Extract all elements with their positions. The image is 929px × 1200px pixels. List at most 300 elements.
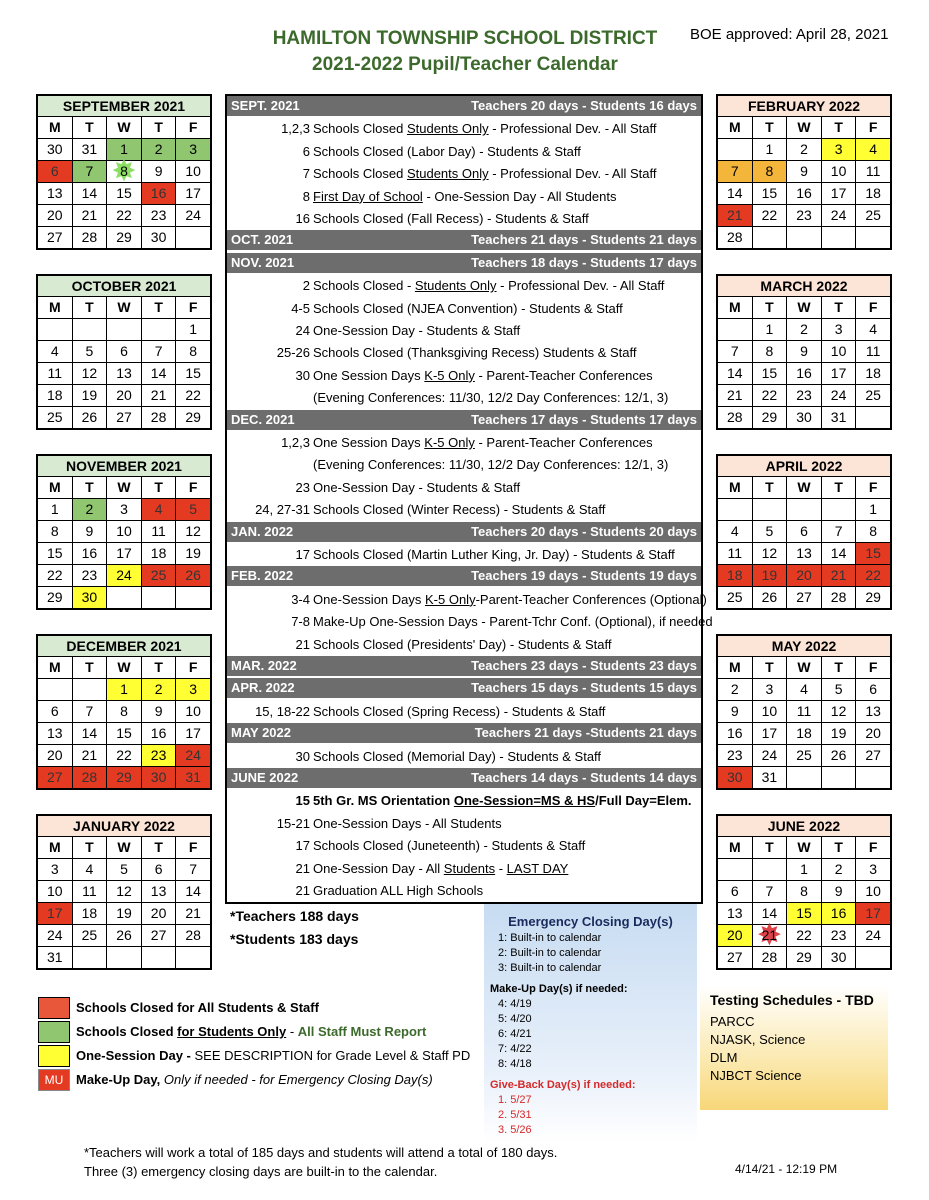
day-number: 10 <box>761 703 778 719</box>
day-cell <box>176 499 210 520</box>
day-cell <box>38 363 72 384</box>
day-number: 11 <box>865 163 881 179</box>
day-cell <box>822 859 856 880</box>
day-cell <box>856 723 890 744</box>
day-cell <box>142 161 176 182</box>
day-cell <box>718 587 752 608</box>
day-number: 28 <box>830 589 847 605</box>
day-cell <box>787 881 821 902</box>
day-cell <box>73 543 107 564</box>
day-cell <box>38 723 72 744</box>
day-cell <box>787 723 821 744</box>
day-number: 18 <box>81 905 98 921</box>
schedule-text: One Session Days K-5 Only - Parent-Teacher Conferences <box>313 367 653 383</box>
schedule-row <box>227 342 701 364</box>
day-cell <box>176 139 210 160</box>
day-number: 29 <box>761 409 778 425</box>
schedule-date: 30 <box>295 367 310 383</box>
day-number: 9 <box>154 163 163 179</box>
day-number: 22 <box>185 387 201 403</box>
day-cell <box>718 565 752 586</box>
day-cell <box>142 183 176 204</box>
day-cell <box>107 587 141 608</box>
day-cell <box>142 543 176 564</box>
day-cell <box>718 947 752 968</box>
day-number: 13 <box>150 883 167 899</box>
day-cell <box>107 499 141 520</box>
day-number: 25 <box>865 207 881 223</box>
day-cell <box>176 543 210 564</box>
month-day-grid <box>718 836 890 968</box>
day-cell <box>73 407 107 428</box>
day-number: 23 <box>796 387 812 403</box>
calendar-subtitle: 2021-2022 Pupil/Teacher Calendar <box>312 54 618 75</box>
day-cell <box>176 745 210 766</box>
weekday-header: M <box>718 117 752 138</box>
day-cell <box>787 341 821 362</box>
day-number: 18 <box>796 725 812 741</box>
day-cell <box>176 407 210 428</box>
day-cell <box>38 205 72 226</box>
day-cell <box>107 521 141 542</box>
day-number: 21 <box>761 927 778 943</box>
day-number: 20 <box>47 207 63 223</box>
day-cell <box>176 565 210 586</box>
day-number: 19 <box>830 725 847 741</box>
day-cell <box>753 319 787 340</box>
day-number: 3 <box>189 681 198 697</box>
day-number: 25 <box>47 409 63 425</box>
weekday-header: W <box>107 117 141 138</box>
schedule-date: 15-21 <box>276 815 310 831</box>
builtin-day: 3: Built-in to calendar <box>498 962 602 974</box>
day-cell <box>822 881 856 902</box>
day-number: 17 <box>185 725 201 741</box>
weekday-header: T <box>142 837 176 858</box>
day-cell <box>38 319 72 340</box>
weekday-header: T <box>753 657 787 678</box>
schedule-text: Schools Closed (Thanksgiving Recess) Students & Staff <box>313 345 637 361</box>
schedule-date: 16 <box>295 211 310 226</box>
day-cell <box>73 161 107 182</box>
day-cell <box>856 341 890 362</box>
day-number: 18 <box>47 387 63 403</box>
day-cell <box>753 363 787 384</box>
schedule-row <box>227 320 701 342</box>
day-number: 25 <box>865 387 881 403</box>
day-number: 25 <box>150 567 167 583</box>
day-number: 13 <box>865 703 881 719</box>
day-number: 24 <box>185 747 201 763</box>
day-number: 16 <box>796 365 812 381</box>
day-cell <box>38 543 72 564</box>
day-cell <box>142 881 176 902</box>
schedule-text: (Evening Conferences: 11/30, 12/2 Day Conferences: 12/1, 3) <box>313 390 669 406</box>
day-number: 21 <box>830 567 847 583</box>
weekday-header: M <box>718 657 752 678</box>
legend-label: Schools Closed for Students Only - All Staff Must Report <box>76 1024 427 1039</box>
day-number: 28 <box>81 229 98 245</box>
day-cell <box>856 701 890 722</box>
month-day-grid <box>38 836 210 968</box>
day-cell <box>787 227 821 248</box>
day-number: 14 <box>150 365 167 381</box>
day-cell <box>176 521 210 542</box>
day-cell <box>822 139 856 160</box>
day-cell <box>822 903 856 924</box>
day-number: 16 <box>81 545 98 561</box>
day-number: 11 <box>151 523 166 539</box>
day-number: 15 <box>865 545 881 561</box>
day-cell <box>142 205 176 226</box>
weekday-header: T <box>73 297 107 318</box>
day-cell <box>856 859 890 880</box>
schedule-row <box>227 589 707 611</box>
day-number: 21 <box>185 905 201 921</box>
day-cell <box>856 745 890 766</box>
day-cell <box>38 679 72 700</box>
day-number: 9 <box>154 703 163 719</box>
schedule-date: 6 <box>302 143 310 159</box>
day-number: 24 <box>761 747 778 763</box>
print-timestamp: 4/14/21 - 12:19 PM <box>735 1162 838 1176</box>
day-cell <box>142 407 176 428</box>
day-cell <box>856 521 890 542</box>
day-cell <box>73 319 107 340</box>
day-number: 15 <box>116 725 132 741</box>
weekday-header: T <box>822 837 856 858</box>
day-number: 26 <box>830 747 847 763</box>
schedule-date: 15, 18-22 <box>255 703 310 719</box>
day-cell <box>787 139 821 160</box>
day-cell <box>176 881 210 902</box>
day-number: 1 <box>800 861 808 877</box>
day-number: 28 <box>761 949 778 965</box>
day-cell <box>142 499 176 520</box>
month-day-grid <box>38 656 210 788</box>
day-cell <box>38 161 72 182</box>
day-cell <box>753 565 787 586</box>
makeup-day: 6: 4/21 <box>498 1028 532 1040</box>
day-number: 16 <box>830 905 847 921</box>
day-cell <box>142 723 176 744</box>
schedule-row <box>227 275 701 297</box>
day-number: 13 <box>116 365 132 381</box>
day-cell <box>73 859 107 880</box>
day-cell <box>718 227 752 248</box>
day-cell <box>718 701 752 722</box>
weekday-header: M <box>38 837 72 858</box>
weekday-header: M <box>38 477 72 498</box>
day-number: 6 <box>869 681 878 697</box>
district-title: HAMILTON TOWNSHIP SCHOOL DISTRICT <box>272 28 658 49</box>
schedule-row <box>227 701 701 723</box>
day-number: 8 <box>765 163 774 179</box>
day-number: 27 <box>47 229 63 245</box>
weekday-header: F <box>176 117 210 138</box>
day-number: 8 <box>189 343 198 359</box>
day-number: 17 <box>830 185 847 201</box>
day-cell <box>822 745 856 766</box>
day-number: 8 <box>800 883 808 899</box>
day-cell <box>787 925 821 946</box>
schedule-row <box>227 746 701 768</box>
day-cell <box>856 183 890 204</box>
weekday-header: W <box>787 657 821 678</box>
day-number: 27 <box>865 747 881 763</box>
day-cell <box>787 407 821 428</box>
schedule-row <box>227 858 701 880</box>
day-number: 16 <box>150 725 167 741</box>
band-days: Teachers 20 days - Students 16 days <box>471 98 697 113</box>
day-number: 3 <box>120 501 128 517</box>
band-days: Teachers 17 days - Students 17 days <box>471 411 697 427</box>
day-cell <box>142 363 176 384</box>
day-number: 17 <box>47 905 63 921</box>
day-cell <box>753 543 787 564</box>
day-cell <box>822 925 856 946</box>
day-cell <box>142 139 176 160</box>
day-number: 4 <box>730 523 739 539</box>
schedule-date: 25-26 <box>276 345 310 361</box>
schedule-text: Schools Closed (Labor Day) - Students & Staff <box>313 143 581 159</box>
day-cell <box>718 679 752 700</box>
day-cell <box>718 341 752 362</box>
day-number: 1 <box>869 501 878 517</box>
day-cell <box>787 565 821 586</box>
weekday-header: T <box>142 297 176 318</box>
day-cell <box>142 947 176 968</box>
weekday-header: F <box>856 477 890 498</box>
day-cell <box>787 205 821 226</box>
day-cell <box>142 903 176 924</box>
day-number: 9 <box>85 523 94 539</box>
day-cell <box>73 679 107 700</box>
weekday-header: W <box>787 837 821 858</box>
month-summary-band <box>227 768 701 788</box>
day-cell <box>856 385 890 406</box>
schedule-text: One-Session Days - All Students <box>313 815 502 831</box>
day-number: 7 <box>85 163 94 179</box>
day-cell <box>787 183 821 204</box>
day-number: 20 <box>116 387 132 403</box>
day-number: 30 <box>47 141 63 157</box>
weekday-header: T <box>753 837 787 858</box>
day-cell <box>822 183 856 204</box>
day-cell <box>176 161 210 182</box>
day-cell <box>822 363 856 384</box>
weekday-header: T <box>822 117 856 138</box>
day-cell <box>107 947 141 968</box>
day-cell <box>107 319 141 340</box>
day-cell <box>753 521 787 542</box>
day-number: 6 <box>120 343 128 359</box>
day-number: 5 <box>765 523 774 539</box>
weekday-header: T <box>822 657 856 678</box>
weekday-header: T <box>142 117 176 138</box>
day-cell <box>107 767 141 788</box>
weekday-header: F <box>176 657 210 678</box>
day-cell <box>822 701 856 722</box>
weekday-header: F <box>856 297 890 318</box>
day-number: 29 <box>185 409 201 425</box>
day-number: 7 <box>765 883 774 899</box>
day-number: 19 <box>116 905 132 921</box>
emergency-title: Emergency Closing Day(s) <box>508 914 673 929</box>
day-number: 4 <box>85 861 94 877</box>
day-cell <box>718 745 752 766</box>
makeup-day: 7: 4/22 <box>498 1043 532 1055</box>
day-cell <box>822 341 856 362</box>
day-cell <box>176 385 210 406</box>
schedule-text: Schools Closed (Memorial Day) - Students & Staff <box>313 748 602 764</box>
day-number: 5 <box>120 861 128 877</box>
day-number: 3 <box>50 861 59 877</box>
makeup-day: 5: 4/20 <box>498 1013 532 1025</box>
weekday-header: F <box>176 477 210 498</box>
day-number: 10 <box>185 703 201 719</box>
schedule-date: 17 <box>295 547 310 562</box>
day-number: 7 <box>834 523 843 539</box>
schedule-text: One-Session Day - All Students - LAST DAY <box>313 860 569 876</box>
month-summary-band <box>227 410 701 430</box>
day-number: 7 <box>730 163 739 179</box>
day-number: 3 <box>765 681 774 697</box>
day-number: 15 <box>761 365 778 381</box>
day-cell <box>787 679 821 700</box>
day-cell <box>176 723 210 744</box>
schedule-date: 1,2,3 <box>281 121 310 137</box>
schedule-date: 21 <box>295 883 310 898</box>
schedule-row <box>227 298 701 320</box>
day-number: 9 <box>730 703 739 719</box>
day-cell <box>38 183 72 204</box>
day-number: 9 <box>800 163 808 179</box>
schedule-text: Schools Closed Students Only - Professional Dev. - All Staff <box>313 166 657 182</box>
schedule-text: One-Session Day - Students & Staff <box>313 323 521 338</box>
day-cell <box>718 183 752 204</box>
day-number: 22 <box>796 927 812 943</box>
month-summary-band <box>227 522 701 542</box>
day-cell <box>822 205 856 226</box>
weekday-header: F <box>856 657 890 678</box>
day-cell <box>822 679 856 700</box>
month-day-grid <box>38 476 210 608</box>
day-number: 6 <box>50 163 59 179</box>
schedule-row <box>227 454 701 476</box>
schedule-row <box>227 790 701 812</box>
makeup-day: 4: 4/19 <box>498 998 532 1010</box>
schedule-date: 7-8 <box>291 614 310 630</box>
month-title: JANUARY 2022 <box>38 816 210 836</box>
month-calendar <box>36 94 212 250</box>
day-cell <box>142 385 176 406</box>
day-number: 2 <box>800 321 808 337</box>
month-summary-band <box>227 253 701 273</box>
schedule-row <box>227 432 701 454</box>
day-number: 3 <box>834 141 843 157</box>
day-number: 23 <box>150 747 167 763</box>
day-cell <box>107 385 141 406</box>
band-month: NOV. 2021 <box>231 254 295 270</box>
day-cell <box>822 521 856 542</box>
day-cell <box>176 183 210 204</box>
weekday-header: M <box>718 837 752 858</box>
day-number: 26 <box>185 567 201 583</box>
day-number: 23 <box>796 207 812 223</box>
day-number: 1 <box>765 321 774 337</box>
day-number: 11 <box>727 545 743 561</box>
testing-item: NJASK, Science <box>710 1032 806 1047</box>
day-cell <box>822 499 856 520</box>
day-cell <box>142 565 176 586</box>
day-number: 31 <box>185 769 201 785</box>
day-number: 25 <box>81 927 98 943</box>
day-number: 20 <box>796 567 812 583</box>
day-cell <box>856 587 890 608</box>
weekday-header: M <box>38 297 72 318</box>
day-cell <box>856 543 890 564</box>
day-number: 24 <box>865 927 881 943</box>
day-number: 17 <box>865 905 881 921</box>
day-cell <box>176 587 210 608</box>
legend-label: One-Session Day - SEE DESCRIPTION for Grade Level & Staff PD <box>76 1048 471 1063</box>
day-number: 15 <box>185 365 201 381</box>
day-number: 20 <box>727 927 743 943</box>
day-cell <box>718 723 752 744</box>
day-cell <box>753 227 787 248</box>
band-days: Teachers 21 days - Students 21 days <box>471 232 697 248</box>
day-number: 12 <box>761 545 778 561</box>
weekday-header: F <box>176 297 210 318</box>
weekday-header: W <box>107 837 141 858</box>
day-number: 12 <box>185 523 201 539</box>
day-cell <box>176 341 210 362</box>
day-cell <box>787 859 821 880</box>
day-number: 27 <box>727 949 743 965</box>
day-cell <box>73 139 107 160</box>
emergency-closing-box <box>484 904 697 1142</box>
day-cell <box>718 859 752 880</box>
day-number: 25 <box>727 589 743 605</box>
schedule-text: Schools Closed Students Only - Professional Dev. - All Staff <box>313 121 657 137</box>
day-number: 14 <box>185 883 201 899</box>
day-number: 16 <box>727 725 743 741</box>
band-month: SEPT. 2021 <box>231 98 300 113</box>
day-number: 11 <box>796 703 812 719</box>
day-cell <box>142 319 176 340</box>
day-cell <box>822 227 856 248</box>
day-number: 8 <box>120 163 128 179</box>
day-cell <box>107 161 141 182</box>
day-number: 27 <box>116 409 132 425</box>
day-number: 10 <box>185 163 201 179</box>
day-cell <box>822 407 856 428</box>
day-cell <box>753 183 787 204</box>
day-cell <box>718 521 752 542</box>
day-cell <box>753 587 787 608</box>
schedule-row <box>227 813 701 835</box>
day-cell <box>856 679 890 700</box>
day-number: 6 <box>800 523 808 539</box>
day-number: 17 <box>761 725 778 741</box>
band-month: FEB. 2022 <box>231 568 294 584</box>
testing-item: DLM <box>710 1050 738 1065</box>
day-cell <box>107 859 141 880</box>
month-day-grid <box>38 116 210 248</box>
day-cell <box>73 745 107 766</box>
legend-swatch <box>38 1021 70 1043</box>
